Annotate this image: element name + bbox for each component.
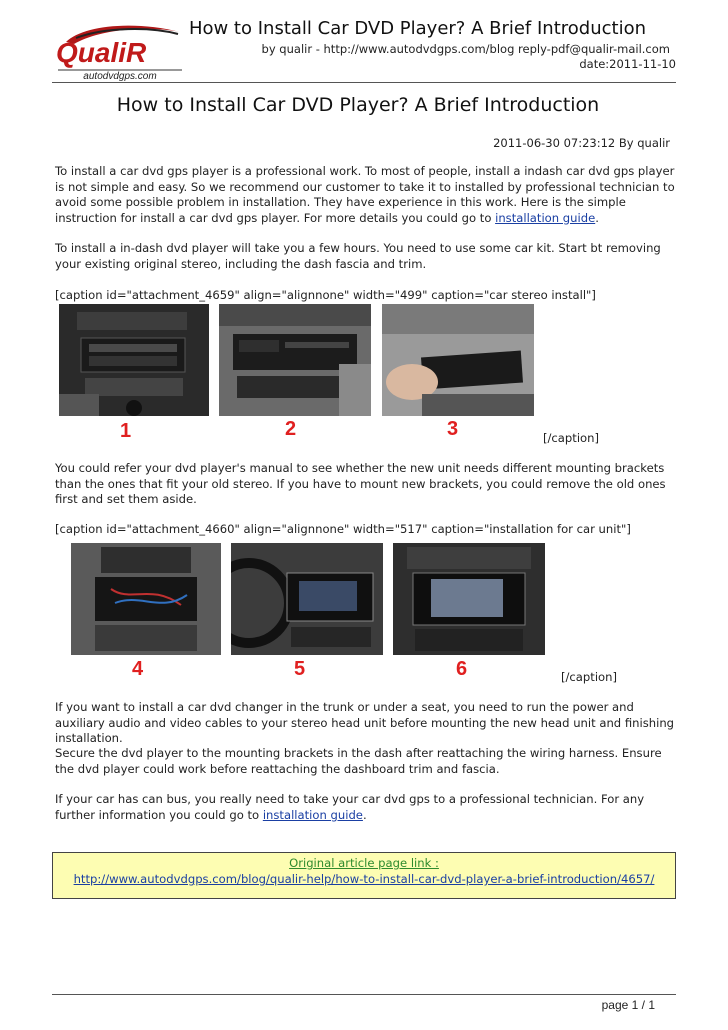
photo-number-5: 5 [294,658,306,680]
photo-number-3: 3 [447,418,459,440]
original-article-url[interactable]: http://www.autodvdgps.com/blog/qualir-help/how-to-install-car-dvd-player-a-brief-introduction/4657/ [73,872,655,886]
photo-step-2 [219,304,371,416]
header-divider [52,82,676,83]
photo-number-1: 1 [120,420,132,442]
paragraph-removal: To install a in-dash dvd player will take you a few hours. You need to use some car kit. Start bt removing your existing original stereo, including the dash fascia and trim. [55,241,661,271]
site-logo[interactable] [52,18,188,82]
svg-text:autodvdgps.com: autodvdgps.com [83,71,157,82]
caption-open-1: [caption id="attachment_4659" align="alignnone" width="499" caption="car stereo install"] [55,288,596,302]
paragraph-intro: To install a car dvd gps player is a professional work. To most of people, install a indash car dvd gps player is not simple and easy. So we recommend our customer to take it to installed by professional technician to avoid some possible problem in installation. They have experience in this work. Here is the simple instruction for install a car dvd gps player. For more details you could go to installation guide. [55,164,675,225]
photo-step-4 [71,543,221,655]
paragraph-changer: If you want to install a car dvd changer in the trunk or under a seat, you need to run the power and auxiliary audio and video cables to your stereo head unit before mounting the new head unit and finishing installation. [55,700,675,745]
footer-divider [52,994,676,995]
page-number: page 1 / 1 [601,998,655,1012]
paragraph-brackets: You could refer your dvd player's manual to see whether the new unit needs different mounting brackets than the ones that fit your old stereo. If you have to mount new brackets, you could remove the old ones first and set them aside. [55,461,666,506]
photo-step-5 [231,543,383,655]
paragraph-canbus: If your car has can bus, you really need to take your car dvd gps to a professional technician. For any further information you could go to installation guide. [55,792,645,822]
header-title: How to Install Car DVD Player? A Brief Introduction [188,18,646,39]
paragraph-secure: Secure the dvd player to the mounting brackets in the dash after reattaching the wiring harness. Ensure the dvd player could work before reattaching the dashboard trim and fascia. [55,746,662,776]
installation-guide-link-2[interactable]: installation guide [262,807,363,822]
photo-number-6: 6 [456,658,468,680]
header-byline: by qualir - http://www.autodvdgps.com/blog reply-pdf@qualir-mail.com [261,42,670,56]
caption-close-1: [/caption] [543,431,599,445]
article-title: How to Install Car DVD Player? A Brief Introduction [116,94,600,116]
photo-step-6 [393,543,545,655]
photo-number-2: 2 [285,418,297,440]
caption-open-2: [caption id="attachment_4660" align="alignnone" width="517" caption="installation for car unit"] [55,522,631,536]
article-meta: 2011-06-30 07:23:12 By qualir [493,136,670,150]
svg-text:QualiR: QualiR [56,37,147,68]
caption-close-2: [/caption] [561,670,617,684]
header-date: date:2011-11-10 [579,57,676,71]
photo-step-3 [382,304,534,416]
photo-number-4: 4 [132,658,144,680]
photo-step-1 [59,304,209,416]
installation-guide-link[interactable]: installation guide [495,210,596,225]
original-article-label[interactable]: Original article page link : [289,856,439,870]
original-article-box [52,852,676,899]
